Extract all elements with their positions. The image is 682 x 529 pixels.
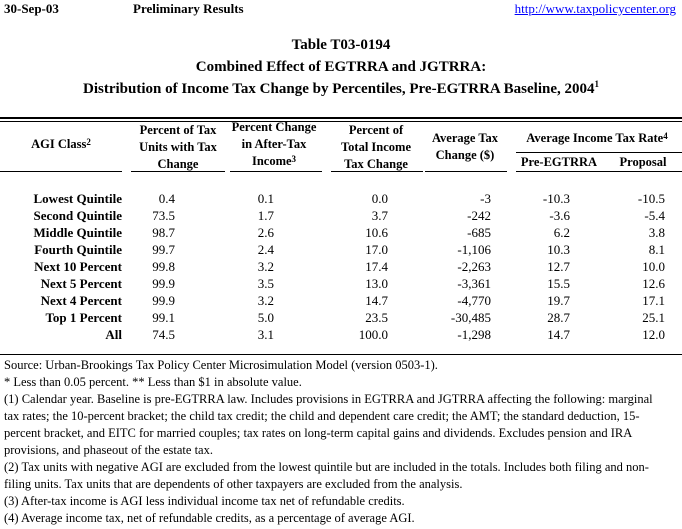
cell-value: 28.7 [547,310,570,325]
cell-value: 17.0 [365,242,388,257]
header-line: Percent of Tax [139,123,217,137]
cell-value: 3.1 [257,327,274,342]
cell-value: 10.3 [547,242,570,257]
header-rule [331,171,423,172]
row-label: Top 1 Percent [45,310,122,325]
cell-value: 3.8 [648,225,665,240]
cell-value: 25.1 [642,310,665,325]
cell-value: -5.4 [644,208,665,223]
header-line: Units with Tax [139,140,217,154]
cell-value: 10.0 [642,259,665,274]
header-text: Average Income Tax Rate [526,131,664,145]
header-line: Tax Change [344,157,408,171]
header-agi-class [0,136,122,153]
cell-value: -4,770 [457,293,491,308]
status-label: Preliminary Results [133,1,244,16]
footnote-ref: 2 [86,137,91,147]
footnote: (2) Tax units with negative AGI are excluded from the lowest quintile but are included in the totals. Includes both filing and non- [4,460,649,474]
subtitle-text: Distribution of Income Tax Change by Percentiles, Pre-EGTRRA Baseline, 2004 [82,81,595,97]
header-line: Average Tax [431,131,499,145]
table-row [0,275,682,292]
cell-value: -30,485 [450,310,491,325]
header-line: Percent of [348,123,404,137]
cell-value: -685 [467,225,491,240]
header-pct-change-income [226,119,322,170]
cell-value: 12.6 [642,276,665,291]
cell-value: 6.2 [553,225,570,240]
cell-value: -1,106 [457,242,491,257]
cell-value: -2,263 [457,259,491,274]
header-rule [516,171,682,172]
footnote: percent bracket, and EITC for married couples; tax rates on long-term capital gains and dividends. Excludes pension and IRA [4,426,633,440]
group-rule [516,152,682,153]
header-pre-egtrra: Pre-EGTRRA [520,155,598,169]
cell-value: 2.6 [257,225,274,240]
footnote: (3) After-tax income is AGI less individual income tax net of refundable credits. [4,494,405,508]
cell-value: -3 [480,191,491,206]
header-line: Total Income [340,140,412,154]
table-row [0,207,682,224]
footnote-ref: 1 [594,79,600,89]
row-label: Fourth Quintile [34,242,122,257]
header-avg-rate-group [512,130,682,147]
footnote: tax rates; the 10-percent bracket; the child tax credit; the child and dependent care credit; the AMT; the standard deduction, 15- [4,409,640,423]
header-line: Percent Change [231,120,317,134]
cell-value: -3,361 [457,276,491,291]
table-row [0,190,682,207]
footnote: provisions, and phaseout of the estate tax. [4,443,213,457]
cell-value: 5.0 [257,310,274,325]
footnote-ref: 4 [663,131,668,141]
header-proposal: Proposal [619,155,667,169]
cell-value: 23.5 [365,310,388,325]
cell-value: 8.1 [648,242,665,257]
row-label: Second Quintile [33,208,122,223]
footnote: Source: Urban-Brookings Tax Policy Center Microsimulation Model (version 0503-1). [4,358,438,372]
website-link[interactable]: http://www.taxpolicycenter.org [514,1,676,16]
cell-value: 99.9 [152,293,175,308]
cell-value: 98.7 [152,225,175,240]
cell-value: 12.0 [642,327,665,342]
top-double-rule [0,117,682,119]
cell-value: 15.5 [547,276,570,291]
header-line: Change ($) [435,148,495,162]
footnote: (1) Calendar year. Baseline is pre-EGTRRA law. Includes provisions in EGTRRA and JGTRRA affecting the following: marginal [4,392,653,406]
table-row [0,309,682,326]
cell-value: 3.7 [371,208,388,223]
row-label: Middle Quintile [33,225,122,240]
cell-value: 17.1 [642,293,665,308]
footnote: * Less than 0.05 percent. ** Less than $1 in absolute value. [4,375,302,389]
cell-value: 10.6 [365,225,388,240]
cell-value: 0.4 [158,191,175,206]
cell-value: -10.3 [542,191,570,206]
cell-value: 99.7 [152,242,175,257]
table-title: Combined Effect of EGTRRA and JGTRRA: [195,59,487,75]
cell-value: 99.1 [152,310,175,325]
report-date: 30-Sep-03 [4,1,59,16]
table-subtitle [0,81,682,98]
table-row [0,258,682,275]
cell-value: 17.4 [365,259,388,274]
header-pct-units [130,122,226,173]
footnote: filing units. Tax units that are dependents of other taxpayers are excluded from the analysis. [4,477,463,491]
header-rule [0,171,122,172]
cell-value: -3.6 [549,208,570,223]
cell-value: 73.5 [152,208,175,223]
footnote-ref: 3 [291,154,297,164]
row-label: Next 5 Percent [40,276,122,291]
footnote: (4) Average income tax, net of refundable credits, as a percentage of average AGI. [4,511,415,525]
cell-value: 99.8 [152,259,175,274]
row-label: Lowest Quintile [33,191,122,206]
cell-value: 0.1 [257,191,274,206]
cell-value: 13.0 [365,276,388,291]
bottom-rule [0,354,682,355]
cell-value: 3.2 [257,293,274,308]
row-label: All [105,327,122,342]
cell-value: -10.5 [637,191,665,206]
header-line: in After-Tax [241,137,307,151]
cell-value: 99.9 [152,276,175,291]
cell-value: 3.5 [257,276,274,291]
header-rule [425,171,507,172]
header-line: Income [251,154,292,168]
cell-value: 0.0 [371,191,388,206]
row-label: Next 10 Percent [34,259,122,274]
table-row [0,292,682,309]
header-rule [230,171,322,172]
header-rule [131,171,225,172]
header-pct-total-change [328,122,424,173]
cell-value: 2.4 [257,242,274,257]
cell-value: 100.0 [358,327,388,342]
cell-value: 14.7 [547,327,570,342]
cell-value: -1,298 [457,327,491,342]
table-number: Table T03-0194 [291,37,391,53]
table-row [0,326,682,343]
cell-value: 19.7 [547,293,570,308]
cell-value: -242 [467,208,491,223]
row-label: Next 4 Percent [40,293,122,308]
cell-value: 14.7 [365,293,388,308]
header-line: Change [157,157,199,171]
cell-value: 74.5 [152,327,175,342]
table-row [0,241,682,258]
cell-value: 1.7 [257,208,274,223]
header-text: AGI Class [31,137,87,151]
table-row [0,224,682,241]
cell-value: 3.2 [257,259,274,274]
cell-value: 12.7 [547,259,570,274]
header-avg-tax-change [422,130,508,164]
